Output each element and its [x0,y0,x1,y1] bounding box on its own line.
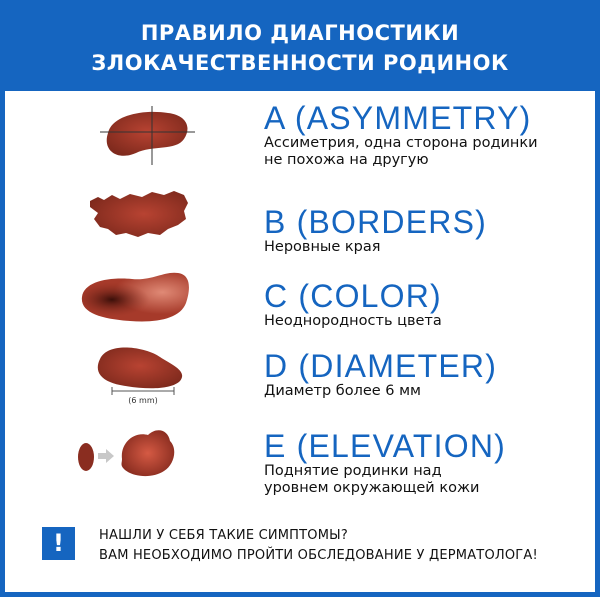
criterion-c-title: C (COLOR) [264,278,442,314]
header-banner [5,5,595,91]
elevation-mole-icon [60,419,230,489]
criterion-a-title: A (ASYMMETRY) [264,100,532,136]
footer-line-1: НАШЛИ У СЕБЯ ТАКИЕ СИМПТОМЫ? [99,528,348,543]
criterion-row-a [5,101,595,181]
criterion-row-c [5,267,595,337]
footer-line-2: ВАМ НЕОБХОДИМО ПРОЙТИ ОБСЛЕДОВАНИЕ У ДЕРМАТОЛОГА! [99,548,538,563]
warning-icon: ! [42,527,75,560]
page-title-line-2: ЗЛОКАЧЕСТВЕННОСТИ РОДИНОК [91,51,509,75]
criterion-row-b [5,185,595,255]
criterion-d-desc-line-1: Диаметр более 6 мм [264,383,422,399]
criterion-b-title: B (BORDERS) [264,204,487,240]
diameter-measure-label: (6 mm) [128,396,158,405]
uneven-color-mole-icon [60,267,230,329]
asymmetric-mole-icon [60,101,230,181]
criterion-e-title: E (ELEVATION) [264,428,507,464]
criterion-e-desc-line-1: Поднятие родинки над [264,463,442,479]
diameter-mole-icon [60,341,230,409]
criterion-c-desc-line-1: Неоднородность цвета [264,313,442,329]
criterion-a-desc-line-1: Ассиметрия, одна сторона родинки [264,135,538,151]
footer-notice [42,524,592,570]
criterion-d-title: D (DIAMETER) [264,348,498,384]
criterion-b-desc-line-1: Неровные края [264,239,381,255]
criterion-row-d [5,341,595,411]
criterion-a-desc-line-2: не похожа на другую [264,152,429,168]
irregular-border-mole-icon [60,185,230,245]
page-title-line-1: ПРАВИЛО ДИАГНОСТИКИ [140,21,460,45]
criterion-e-desc-line-2: уровнем окружающей кожи [264,480,480,496]
criterion-row-e [5,419,595,499]
